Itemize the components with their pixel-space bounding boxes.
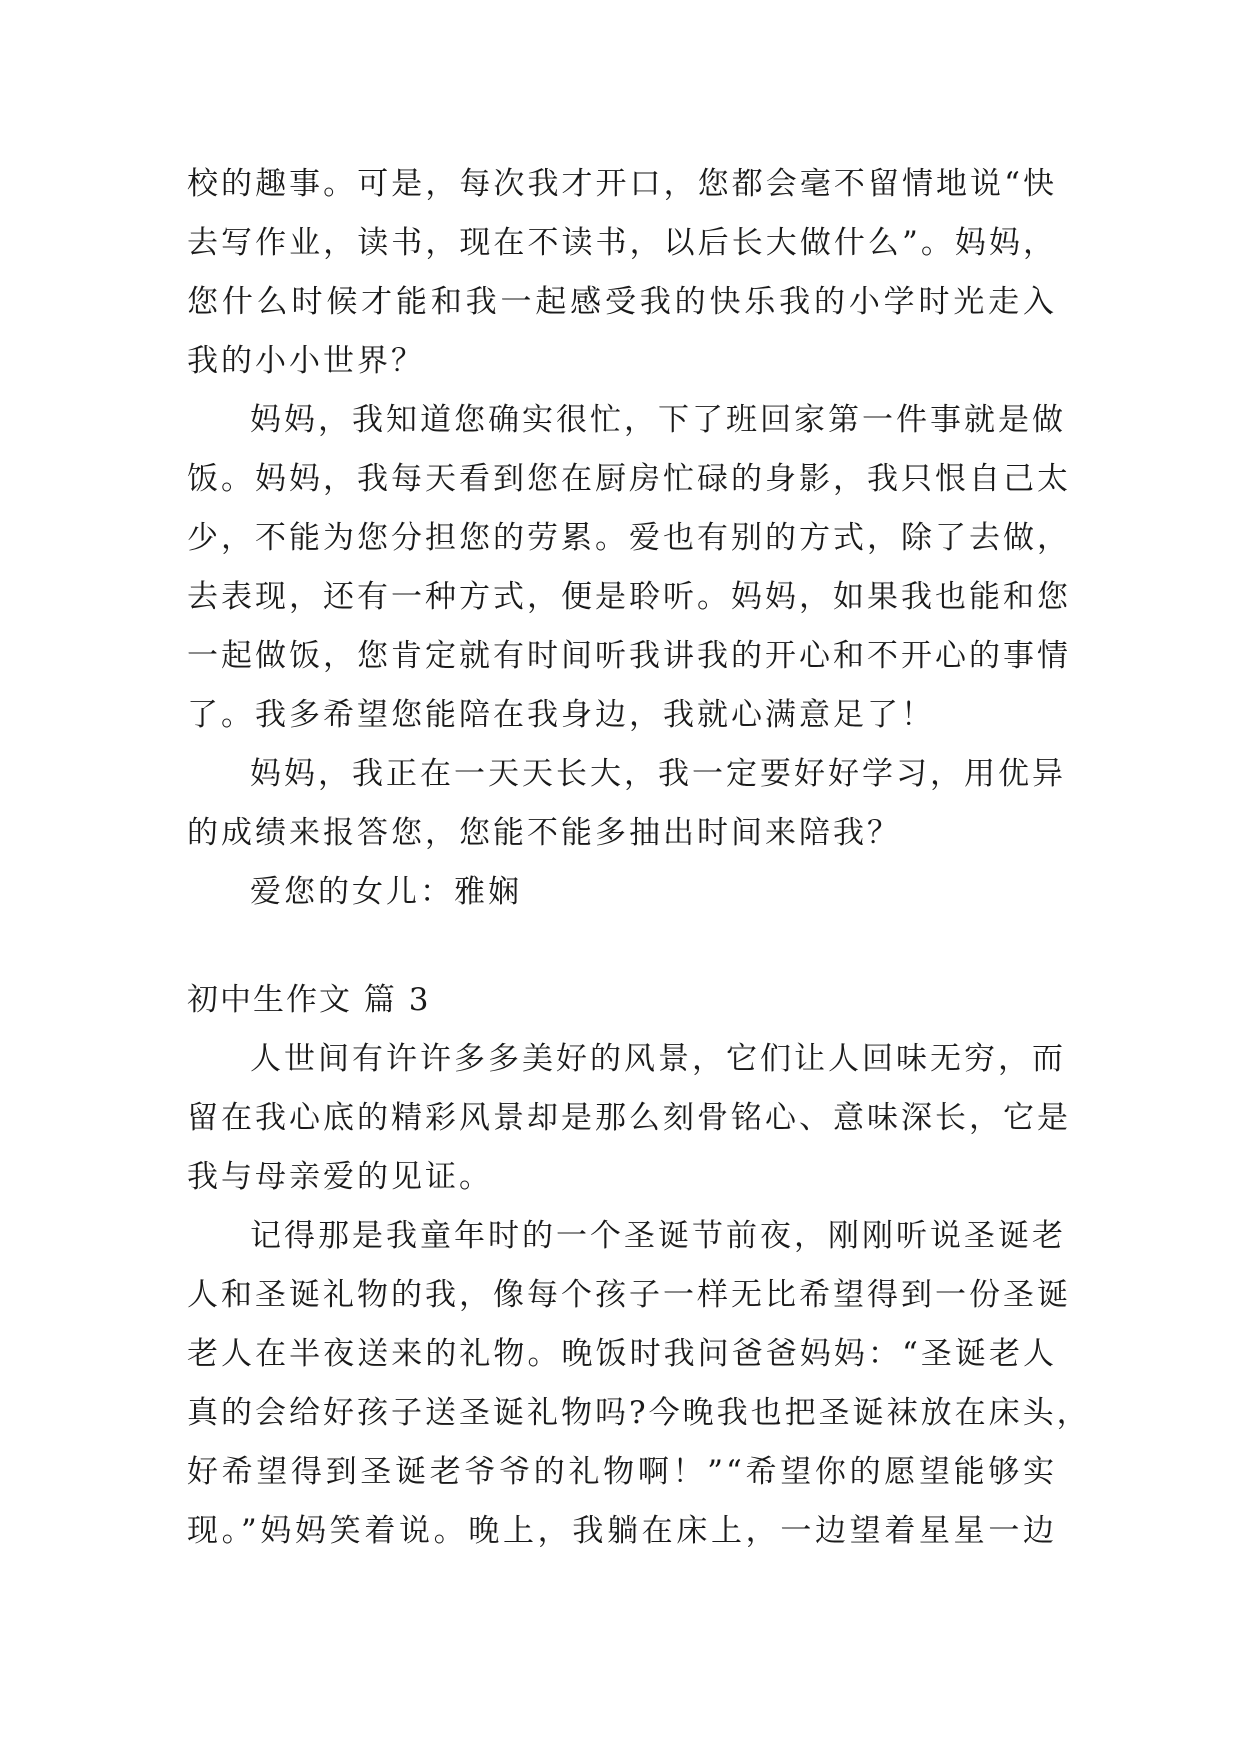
paragraph-line: 去表现，还有一种方式，便是聆听。妈妈，如果我也能和您 xyxy=(187,579,1071,615)
paragraph-line: 我与母亲爱的见证。 xyxy=(187,1159,493,1195)
paragraph-line: 少，不能为您分担您的劳累。爱也有别的方式，除了去做， xyxy=(187,520,1071,556)
paragraph-line: 我的小小世界？ xyxy=(187,343,425,379)
paragraph-line: 真的会给好孩子送圣诞礼物吗?今晚我也把圣诞袜放在床头， xyxy=(187,1395,1091,1431)
paragraph-line: 现。”妈妈笑着说。晚上，我躺在床上，一边望着星星一边 xyxy=(187,1513,1057,1549)
paragraph-line: 一起做饭，您肯定就有时间听我讲我的开心和不开心的事情 xyxy=(187,638,1071,674)
paragraph-line: 妈妈，我知道您确实很忙，下了班回家第一件事就是做 xyxy=(250,402,1066,438)
paragraph-line: 人世间有许许多多美好的风景，它们让人回味无穷，而 xyxy=(250,1041,1066,1077)
signature-line: 爱您的女儿：雅娴 xyxy=(250,874,522,910)
section-title: 初中生作文 篇 3 xyxy=(187,982,431,1018)
paragraph-line: 老人在半夜送来的礼物。晚饭时我问爸爸妈妈：“圣诞老人 xyxy=(187,1336,1057,1372)
paragraph-line: 留在我心底的精彩风景却是那么刻骨铭心、意味深长，它是 xyxy=(187,1100,1071,1136)
paragraph-line: 妈妈，我正在一天天长大，我一定要好好学习，用优异 xyxy=(250,756,1066,792)
paragraph-line: 记得那是我童年时的一个圣诞节前夜，刚刚听说圣诞老 xyxy=(250,1218,1066,1254)
paragraph-line: 的成绩来报答您，您能不能多抽出时间来陪我？ xyxy=(187,815,901,851)
paragraph-line: 去写作业，读书，现在不读书，以后长大做什么”。妈妈， xyxy=(187,225,1057,261)
paragraph-line: 您什么时候才能和我一起感受我的快乐我的小学时光走入 xyxy=(187,284,1057,320)
paragraph-line: 了。我多希望您能陪在我身边，我就心满意足了！ xyxy=(187,697,935,733)
paragraph-line: 好希望得到圣诞老爷爷的礼物啊！”“希望你的愿望能够实 xyxy=(187,1454,1057,1490)
paragraph-line: 人和圣诞礼物的我，像每个孩子一样无比希望得到一份圣诞 xyxy=(187,1277,1071,1313)
paragraph-line: 饭。妈妈，我每天看到您在厨房忙碌的身影，我只恨自己太 xyxy=(187,461,1071,497)
paragraph-line: 校的趣事。可是，每次我才开口，您都会毫不留情地说“快 xyxy=(187,166,1057,202)
